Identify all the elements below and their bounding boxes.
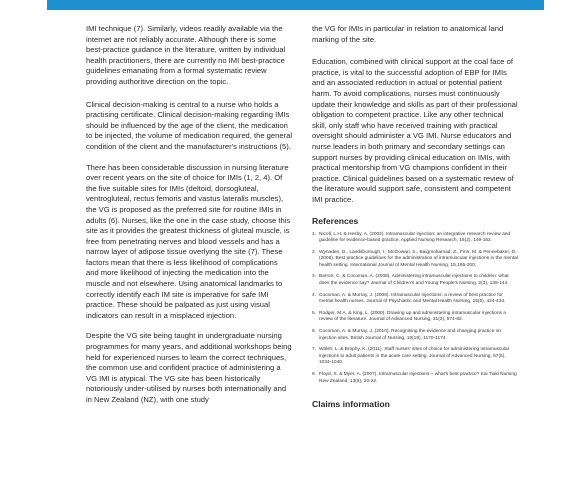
- header-color-bar: [47, 0, 544, 10]
- body-paragraph: Clinical decision-making is central to a nurse who holds a practising certificate. Clinical decision-making regarding IMIs should be influenced by the age of the client, the medication to be injected, the volume of medication required, the general condition of the client and the manufacturer's instructions (5).: [86, 99, 293, 151]
- reference-text: Nicoll, L.H. & Hesby, A. (2002). Intramuscular injection: an integrative research review and guideline for evidence-based practice. Applied Nursing Research, 16(2), 149-162.: [319, 231, 511, 244]
- reference-text: Cocoman, A. & Murray, J. (2008). Intramuscular injections: a review of best practice for mental health nurses. Journal of Psychiatric and Mental Health Nursing, 15(5), 424-434.: [319, 292, 506, 305]
- claims-heading: Claims information: [312, 399, 390, 410]
- reference-item: [312, 232, 518, 245]
- reference-number: 5.: [312, 310, 317, 316]
- right-column: [312, 24, 518, 415]
- reference-item: [312, 347, 518, 367]
- reference-number: 1.: [312, 231, 317, 237]
- left-column: [86, 24, 292, 416]
- body-paragraph: IMI technique (7). Similarly, videos readily available via the internet are not reliably accurate. Although there is some best-practice guidance in the literature, written by individual health practitioners, there are currently no IMI best-practice guidelines emanating from a formal systematic review providing authoritive direction on the topic.: [86, 24, 286, 86]
- reference-number: 4.: [312, 292, 317, 298]
- body-paragraph: the VG for IMIs in particular in relation to anatomical land marking of the site.: [312, 24, 504, 44]
- reference-item: [312, 274, 518, 287]
- reference-item: [312, 311, 518, 324]
- reference-text: Wynaden, D., Landsborough, I., McGowan, S., Baigmohamad, Z., Finn, M. & Pennebaker, D. (2006). Best practice guidelines for the administration of intramuscular injections in the mental health setting. International Journal of Mental Health Nursing, 15,195-200.: [319, 249, 518, 268]
- reference-item: [312, 329, 518, 342]
- reference-text: Cocoman, A. & Murray, J. (2010). Recognising the evidence and changing practice on injection sites. British Journal of Nursing, 19(18), 1170-1174.: [319, 329, 502, 341]
- reference-item: [312, 293, 518, 306]
- reference-text: Rodger, M.A. & King, L. (2000). Drawing up and administering intramuscular injections a review of the literature. Journal of Advanced Nursing, 31(3), 574-82.: [319, 310, 506, 323]
- references-heading: References: [312, 215, 359, 226]
- reference-number: 6.: [312, 329, 317, 335]
- reference-text: Walsh, L. & Brophy, K. (2011). Staff nurses' sites of choice for administering intramuscular injections to adult patients in the acute care setting. Journal of Advanced Nursing, 67(5), 1034-1040.: [319, 347, 510, 366]
- reference-item: [312, 372, 518, 385]
- reference-number: 8.: [312, 372, 317, 377]
- reference-number: 2.: [312, 249, 317, 255]
- reference-number: 3.: [312, 274, 317, 280]
- body-paragraph: Education, combined with clinical support at the coal face of practice, is vital to the successful adoption of EBP for IMIs and an associated reduction in actual or potential patient harm. To avoid complications, nurses must continuously update their knowledge and skills as part of their professional obligation to competent practice. Like any other technical skill, only staff who have received training with practical oversight should administer a VG IMI. Nurse educators and nurse leaders in both primary and secondary settings can support nurses by providing clinical education on IMIs, with practical mentorship from VG champions confident in their practice. Clinical guidelines based on a systematic review of the literature would support safe, consistent and competent IMI practice.: [312, 57, 518, 204]
- body-paragraph: There has been considerable discussion in nursing literature over recent years on the site of choice for IMIs (1, 2, 4). Of the five suitable sites for IMIs (deltoid, dorsogluteal, ventrogluteal, rectus femoris and vastus lateralis muscles), the VG is proposed as the preferred site for routine IMIs in adults (6). Nurses, like the one in the case study, choose this site as it provides the greatest thickness of gluteal muscle, is free from penetrating nerves and blood vessels and has a narrow layer of adipose tissue overlying the site (7). These factors mean that there is less likelihood of complications and more likelihood of injecting the medication into the muscle and not elsewhere. Using anatomical landmarks to correctly identify each IM site is imperative for safe IMI practice. These should be palpated as just using visual indicators can result in a misplaced injection.: [86, 162, 291, 320]
- reference-number: 7.: [312, 347, 317, 353]
- reference-item: [312, 250, 518, 270]
- reference-text: Floyd, S. & Myer, A. (2007). Intramuscular injections – what's best practice? Kai Tiaki Nursing New Zealand, 13(6), 20-22.: [319, 372, 517, 384]
- reference-text: Barron, C. & Cocoman, A. (2008). Administering intramuscular injections to children: what does the evidence say? Journal of Children's and Young People's Nursing, 2(3), 138-144.: [319, 274, 509, 287]
- references-list: [312, 232, 518, 386]
- body-paragraph: Despite the VG site being taught in undergraduate nursing programmes for many years, and additional workshops being held for experienced nurses to learn the correct techniques, the common use and confident practice of administering a VG IMI is atypical. The VG site has been historically notoriously under-utilised by nurses both internationally and in New Zealand (NZ), with one study: [86, 331, 292, 404]
